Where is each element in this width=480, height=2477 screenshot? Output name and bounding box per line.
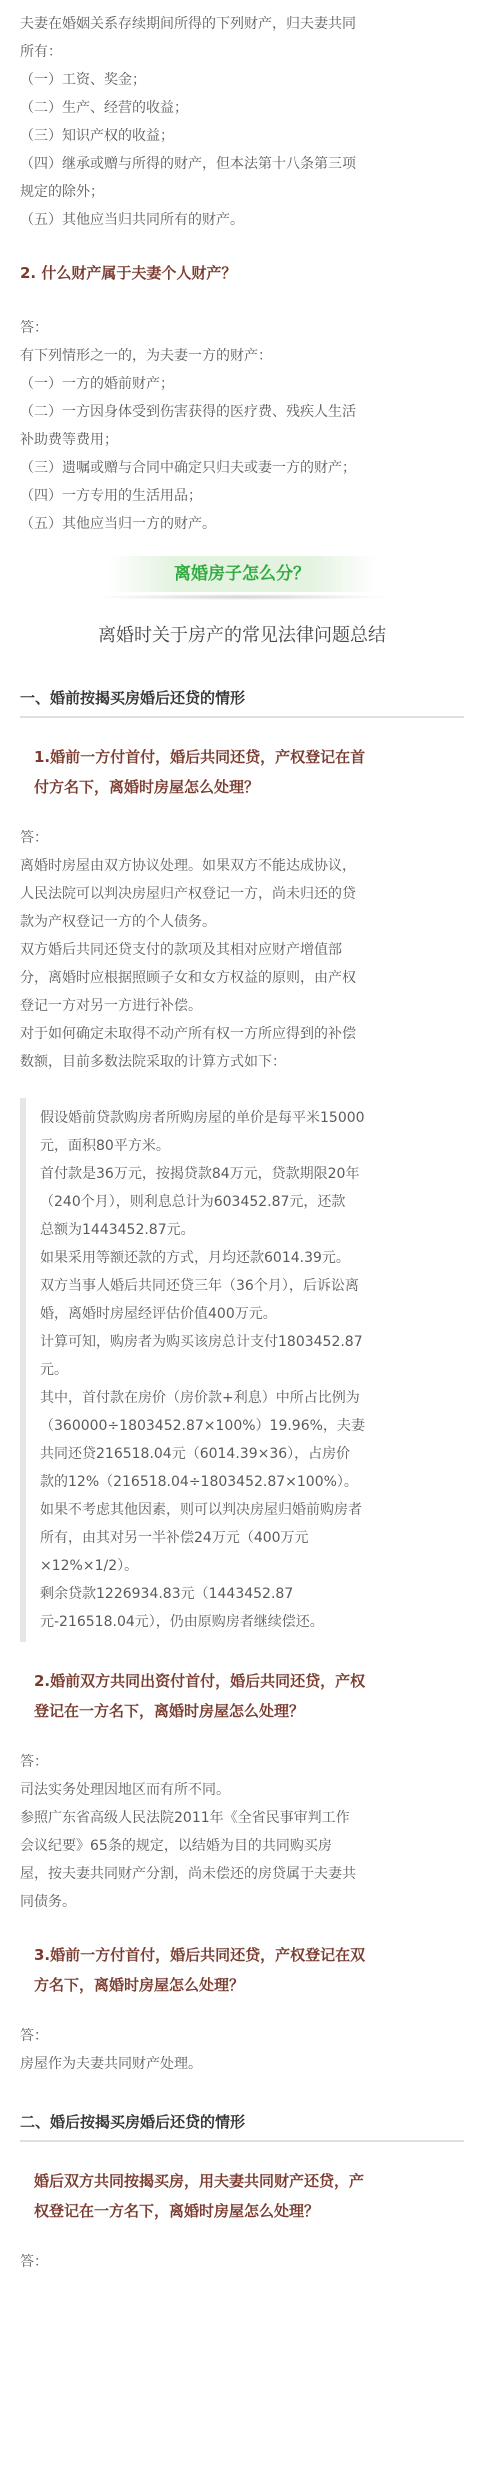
- example-line: 所有，由其对另一半补偿24万元（400万元: [40, 1530, 309, 1546]
- example-line: （240个月），则利息总计为603452.87元，还款: [40, 1194, 346, 1210]
- answer-label: 答：: [20, 2028, 48, 2044]
- answer-line: 登记一方对另一方进行补偿。: [20, 998, 202, 1014]
- answer-label: 答：: [20, 830, 48, 846]
- intro-line: （四）继承或赠与所得的财产，但本法第十八条第三项: [20, 156, 356, 172]
- intro-list: [20, 10, 464, 234]
- answer-line: 屋，按夫妻共同财产分割，尚未偿还的房贷属于夫妻共: [20, 1866, 356, 1882]
- example-line: 假设婚前贷款购房者所购房屋的单价是每平米15000: [40, 1110, 365, 1126]
- example-line: 如果不考虑其他因素，则可以判决房屋归婚前购房者: [40, 1502, 362, 1518]
- example-line: （360000÷1803452.87×100%）19.96%，夫妻: [40, 1418, 365, 1434]
- intro-line: （二）生产、经营的收益；: [20, 100, 188, 116]
- banner-shadow: [92, 594, 392, 600]
- intro-line: （一）工资、奖金；: [20, 72, 146, 88]
- question-title-line: 权登记在一方名下，离婚时房屋怎么处理？: [34, 2202, 320, 2220]
- question-title: 2. 什么财产属于夫妻个人财产？: [20, 264, 237, 282]
- question-title: [34, 1666, 464, 1726]
- question-title-line: 方名下，离婚时房屋怎么处理？: [34, 1976, 245, 1994]
- example-line: 如果采用等额还款的方式，月均还款6014.39元。: [40, 1250, 350, 1266]
- question-title: [34, 1940, 464, 2000]
- section-banner: 离婚房子怎么分？: [107, 556, 377, 592]
- section-divider: [20, 716, 464, 718]
- question-title-line: 登记在一方名下，离婚时房屋怎么处理？: [34, 1702, 305, 1720]
- question-title-line: 3.婚前一方付首付，婚后共同还贷，产权登记在双: [34, 1946, 366, 1964]
- example-line: 婚，离婚时房屋经评估价值400万元。: [40, 1306, 277, 1322]
- example-line: 首付款是36万元，按揭贷款84万元，贷款期限20年: [40, 1166, 360, 1182]
- answer-body: [20, 852, 464, 1076]
- example-line: 元，面积80平方米。: [40, 1138, 170, 1154]
- question-block: [20, 1666, 464, 1726]
- intro-line: （五）其他应当归共同所有的财产。: [20, 212, 244, 228]
- answer-line: 人民法院可以判决房屋归产权登记一方，尚未归还的贷: [20, 886, 356, 902]
- answer-line: 离婚时房屋由双方协议处理。如果双方不能达成协议，: [20, 858, 356, 874]
- question-title-line: 付方名下，离婚时房屋怎么处理？: [34, 778, 260, 796]
- example-quote: [20, 1098, 464, 1642]
- question-title: [34, 2166, 464, 2226]
- question-title-line: 2.婚前双方共同出资付首付，婚后共同还贷，产权: [34, 1672, 366, 1690]
- answer-line: 双方婚后共同还贷支付的款项及其相对应财产增值部: [20, 942, 342, 958]
- intro-line: （三）知识产权的收益；: [20, 128, 174, 144]
- section-divider: [20, 2140, 464, 2142]
- example-line: 其中，首付款在房价（房价款+利息）中所占比例为: [40, 1390, 360, 1406]
- answer-body: [20, 1776, 464, 1916]
- answer-line: 对于如何确定未取得不动产所有权一方所应得到的补偿: [20, 1026, 356, 1042]
- answer-body: [20, 2050, 464, 2078]
- answer-line: （三）遗嘱或赠与合同中确定只归夫或妻一方的财产；: [20, 460, 356, 476]
- answer-label: 答：: [20, 2254, 48, 2270]
- answer-line: 有下列情形之一的，为夫妻一方的财产：: [20, 348, 272, 364]
- page-title: 离婚时关于房产的常见法律问题总结: [98, 625, 386, 646]
- question-title: [34, 742, 464, 802]
- answer-line: （四）一方专用的生活用品；: [20, 488, 202, 504]
- answer-line: （五）其他应当归一方的财产。: [20, 516, 216, 532]
- example-line: 款的12%（216518.04÷1803452.87×100%）。: [40, 1474, 358, 1490]
- section-heading: 一、婚前按揭买房婚后还贷的情形: [20, 689, 246, 707]
- example-line: 元-216518.04元），仍由原购房者继续偿还。: [40, 1614, 324, 1630]
- intro-line: 规定的除外；: [20, 184, 104, 200]
- answer-label: 答：: [20, 1754, 48, 1770]
- example-line: 剩余贷款1226934.83元（1443452.87: [40, 1586, 294, 1602]
- question-title-line: 婚后双方共同按揭买房，用夫妻共同财产还贷，产: [34, 2172, 365, 2190]
- answer-line: 参照广东省高级人民法院2011年《全省民事审判工作: [20, 1810, 350, 1826]
- answer-label: 答：: [20, 320, 48, 336]
- answer-line: 同债务。: [20, 1894, 76, 1910]
- answer-line: 款为产权登记一方的个人债务。: [20, 914, 216, 930]
- answer-line: （二）一方因身体受到伤害获得的医疗费、残疾人生活: [20, 404, 356, 420]
- intro-line: 所有：: [20, 44, 62, 60]
- answer-line: 分，离婚时应根据照顾子女和女方权益的原则，由产权: [20, 970, 356, 986]
- example-line: 双方当事人婚后共同还贷三年（36个月），后诉讼离: [40, 1278, 359, 1294]
- example-line: 共同还贷216518.04元（6014.39×36），占房价: [40, 1446, 351, 1462]
- answer-line: 会议纪要》65条的规定，以结婚为目的共同购买房: [20, 1838, 332, 1854]
- question-title-line: 1.婚前一方付首付，婚后共同还贷，产权登记在首: [34, 748, 366, 766]
- answer-body: [20, 342, 464, 538]
- section-heading: 二、婚后按揭买房婚后还贷的情形: [20, 2113, 246, 2131]
- example-line: 元。: [40, 1362, 68, 1378]
- example-line: 总额为1443452.87元。: [40, 1222, 195, 1238]
- answer-line: 房屋作为夫妻共同财产处理。: [20, 2056, 202, 2072]
- answer-line: 司法实务处理因地区而有所不同。: [20, 1782, 230, 1798]
- question-block: [20, 1940, 464, 2000]
- question-block: [20, 742, 464, 802]
- answer-line: （一）一方的婚前财产；: [20, 376, 174, 392]
- example-line: 计算可知，购房者为购买该房总计支付1803452.87: [40, 1334, 363, 1350]
- intro-line: 夫妻在婚姻关系存续期间所得的下列财产，归夫妻共同: [20, 16, 356, 32]
- question-block: [20, 2166, 464, 2226]
- answer-line: 补助费等费用；: [20, 432, 118, 448]
- example-line: ×12%×1/2）。: [40, 1558, 139, 1574]
- answer-line: 数额，目前多数法院采取的计算方式如下：: [20, 1054, 286, 1070]
